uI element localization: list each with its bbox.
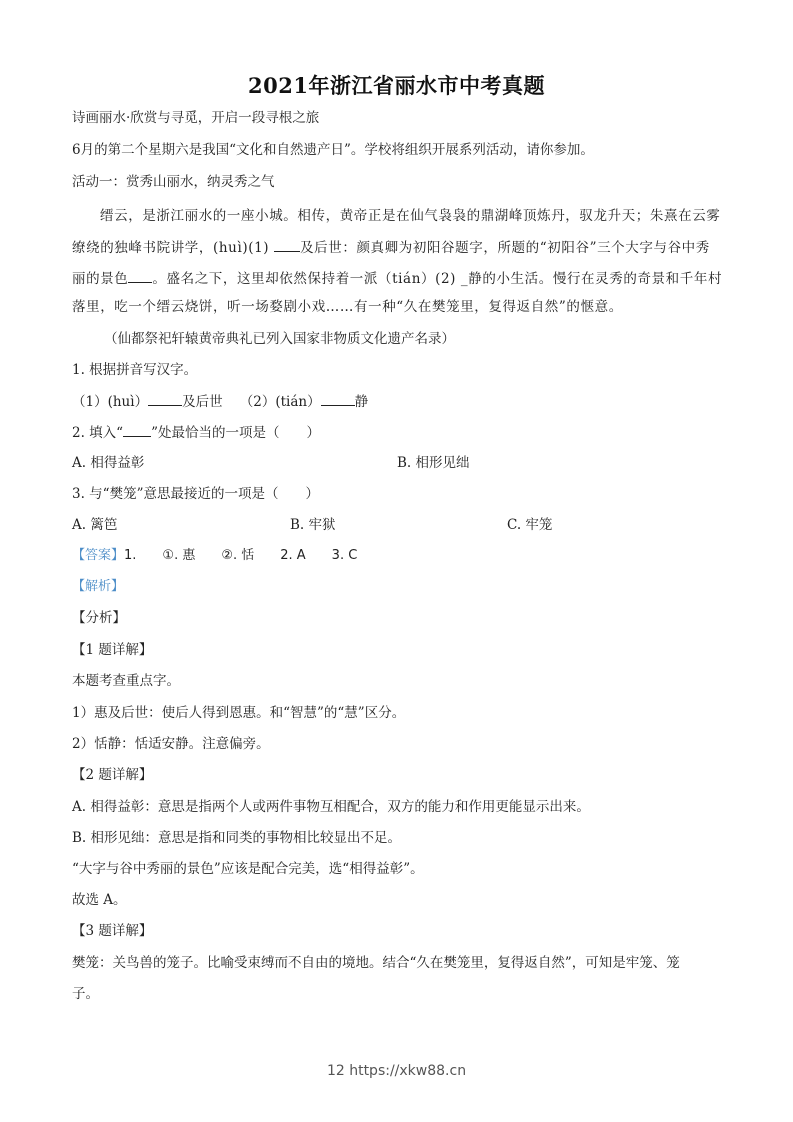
page-title: 2021年浙江省丽水市中考真题 bbox=[248, 73, 545, 98]
q1-sub1-text: 及后世 bbox=[182, 394, 223, 410]
passage-line-4: 落里，吃一个缙云烧饼，听一场婺剧小戏……有一种“久在樊笼里，复得返自然”的惬意。 bbox=[72, 299, 623, 315]
detail-2-line-3: “大字与谷中秀丽的景色”应该是配合完美，选“相得益彰”。 bbox=[72, 861, 424, 877]
passage-line-3b: 。盛名之下，这里却依然保持着一派（tián）(2) _静的小生活。慢行在灵秀的奇景和千年村 bbox=[152, 271, 723, 287]
passage-line-2 bbox=[72, 237, 710, 258]
question-1-subs bbox=[72, 391, 368, 412]
detail-1-line-3: 2）恬静：恬适安静。注意偏旁。 bbox=[72, 736, 270, 752]
q2-option-a: A. 相得益彰 bbox=[72, 455, 145, 471]
detail-3-title: 【3 题详解】 bbox=[72, 923, 153, 939]
detail-2-line-1: A. 相得益彰：意思是指两个人或两件事物互相配合，双方的能力和作用更能显示出来。 bbox=[72, 799, 590, 815]
theme-line: 诗画丽水·欣赏与寻觅，开启一段寻根之旅 bbox=[72, 110, 320, 126]
q2-text-a: 2. 填入“ bbox=[72, 425, 124, 441]
q3-option-b: B. 牢狱 bbox=[290, 517, 336, 533]
q2-blank bbox=[123, 422, 151, 437]
question-1: 1. 根据拼音写汉字。 bbox=[72, 362, 198, 378]
q3-option-c: C. 牢笼 bbox=[507, 517, 553, 533]
analysis-fenxi: 【分析】 bbox=[72, 610, 126, 626]
detail-1-line-2: 1）惠及后世：使后人得到恩惠。和“智慧”的“慧”区分。 bbox=[72, 705, 406, 721]
passage-note: （仙都祭祀轩辕黄帝典礼已列入国家非物质文化遗产名录） bbox=[104, 331, 455, 347]
q3-option-a: A. 篱笆 bbox=[72, 517, 118, 533]
answer-label: 【答案】 bbox=[72, 548, 125, 563]
passage-line-3a: 丽的景色 bbox=[72, 271, 129, 287]
q1-blank-1 bbox=[148, 391, 182, 406]
passage-line-2b: 及后世：颜真卿为初阳谷题字，所题的“初阳谷”三个大字与谷中秀 bbox=[300, 240, 710, 256]
detail-2-title: 【2 题详解】 bbox=[72, 767, 153, 783]
passage-line-2a: 缭绕的独峰书院讲学，(huì)(1) bbox=[72, 240, 275, 256]
intro-desc: 6月的第二个星期六是我国“文化和自然遗产日”。学校将组织开展系列活动，请你参加。 bbox=[72, 142, 594, 158]
analysis-label: 【解析】 bbox=[72, 579, 125, 594]
blank-1 bbox=[274, 237, 300, 252]
q2-option-b: B. 相形见绌 bbox=[397, 455, 470, 471]
q2-text-b: ”处最恰当的一项是（ ） bbox=[151, 425, 320, 441]
passage-line-1: 缙云，是浙江丽水的一座小城。相传，黄帝正是在仙气袅袅的鼎湖峰顶炼丹，驭龙升天；朱熹在云雾 bbox=[100, 208, 721, 224]
answer-text: 1. ①. 惠 ②. 恬 2. A 3. C bbox=[124, 548, 358, 563]
q1-sub2-pinyin: （2）(tián） bbox=[239, 394, 321, 410]
page-footer: 12 https://xkw88.cn bbox=[326, 1063, 467, 1079]
blank-2 bbox=[128, 268, 152, 283]
detail-2-line-2: B. 相形见绌：意思是指和同类的事物相比较显出不足。 bbox=[72, 830, 402, 846]
detail-2-line-4: 故选 A。 bbox=[72, 892, 127, 908]
answer-line bbox=[72, 546, 357, 566]
detail-1-line-1: 本题考查重点字。 bbox=[72, 673, 180, 689]
q1-sub2-text: 静 bbox=[354, 394, 369, 410]
activity-heading: 活动一：赏秀山丽水，纳灵秀之气 bbox=[72, 174, 275, 190]
question-2 bbox=[72, 422, 320, 443]
question-3: 3. 与“樊笼”意思最接近的一项是（ ） bbox=[72, 486, 319, 502]
q1-blank-2 bbox=[321, 391, 355, 406]
detail-3-line-2: 子。 bbox=[72, 986, 99, 1002]
detail-1-title: 【1 题详解】 bbox=[72, 642, 153, 658]
q1-sub1-pinyin: （1）(huì） bbox=[72, 394, 149, 410]
passage-line-3 bbox=[72, 268, 722, 289]
detail-3-line-1: 樊笼：关鸟兽的笼子。比喻受束缚而不自由的境地。结合“久在樊笼里，复得返自然”，可知是牢笼、笼 bbox=[72, 955, 680, 971]
